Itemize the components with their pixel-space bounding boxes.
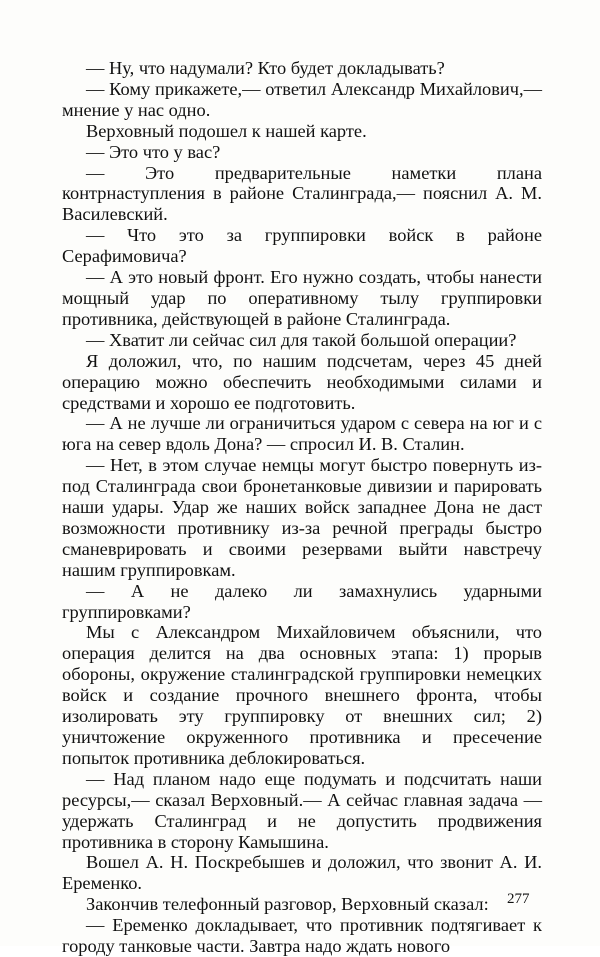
paragraph: Вошел А. Н. Поскребышев и доложил, что звонит А. И. Еременко. xyxy=(62,852,542,894)
paragraph: — Над планом надо еще подумать и подсчитать наши ресурсы,— сказал Верховный.— А сейчас главная задача — удержать Сталинград и не допустить продвижения противника в сторону Камышина. xyxy=(62,768,542,852)
paragraph: Я доложил, что, по нашим подсчетам, через 45 дней операцию можно обеспечить необходимыми силами и средствами и хорошо ее подготовить. xyxy=(62,350,542,413)
paragraph: — Ну, что надумали? Кто будет докладывать? xyxy=(86,58,445,78)
paragraph: Верховный подошел к нашей карте. xyxy=(86,120,367,141)
paragraph: — Это предварительные наметки плана контрнаступления в районе Сталинграда,— пояснил А. М. Василевский. xyxy=(62,162,542,225)
paragraph: — Это что у вас? xyxy=(86,141,221,162)
paragraph: — Нет, в этом случае немцы могут быстро повернуть из-под Сталинграда свои бронетанковые дивизии и парировать наши удары. Удар же наших войск западнее Дона не даст возможности противнику из-за речной преграды быстро сманеврировать и своими резервами выйти навстречу нашим группировкам. xyxy=(62,455,542,580)
paragraph: — А не далеко ли замахнулись ударными группировками? xyxy=(62,580,542,622)
paragraph: Мы с Александром Михайловичем объяснили, что операция делится на два основных этапа: 1) прорыв обороны, окружение сталинградской группировки немецких войск и создание прочного внешнего фронта, чтобы изолировать эту группировку от внешних сил; 2) уничтожение окруженного противника и пресечение попыток противника деблокироваться. xyxy=(62,622,542,768)
paragraph: — А не лучше ли ограничиться ударом с севера на юг и с юга на север вдоль Дона? — спросил И. В. Сталин. xyxy=(62,413,542,455)
paragraph: — Еременко докладывает, что противник подтягивает к городу танковые части. Завтра надо ждать нового xyxy=(62,915,542,957)
page-number: 277 xyxy=(507,891,530,907)
body-text xyxy=(62,58,542,957)
paragraph: — Что это за группировки войск в районе Серафимовича? xyxy=(62,225,542,267)
paragraph: — Кому прикажете,— ответил Александр Михайлович,— мнение у нас одно. xyxy=(62,78,542,120)
paragraph: Закончив телефонный разговор, Верховный сказал: xyxy=(86,894,489,915)
paragraph: — Хватит ли сейчас сил для такой большой операции? xyxy=(86,329,517,350)
paragraph: — А это новый фронт. Его нужно создать, чтобы нанести мощный удар по оперативному тылу группировки противника, действующей в районе Сталинграда. xyxy=(62,267,542,329)
